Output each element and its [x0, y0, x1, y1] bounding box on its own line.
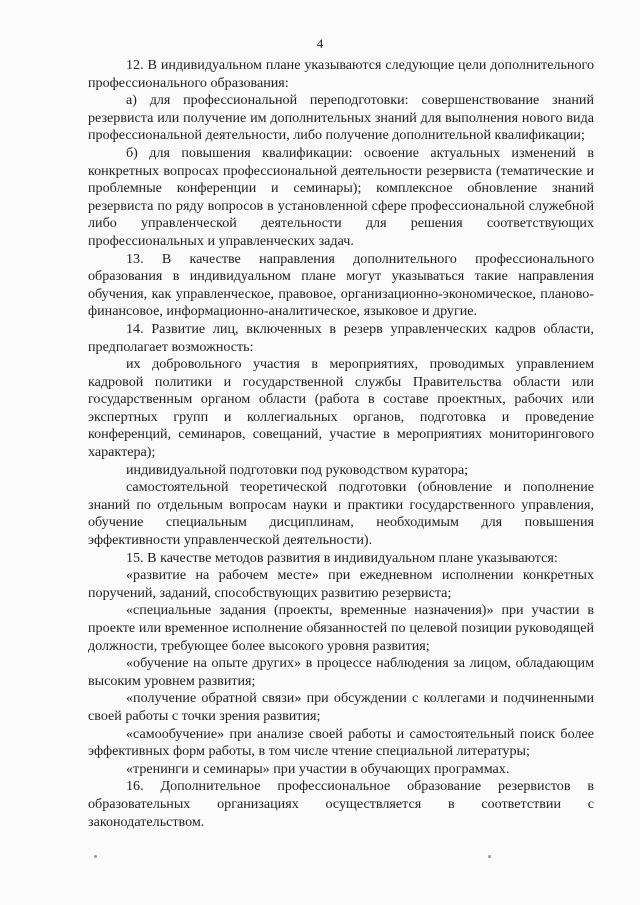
paragraph-15-method-5: «самообучение» при анализе своей работы и самостоятельный поиск более эффективных форм работы, в том числе чтение специальной литературы;	[88, 725, 594, 760]
paragraph-15-method-1: «развитие на рабочем месте» при ежедневном исполнении конкретных поручений, заданий, способствующих развитию резервиста;	[88, 567, 594, 601]
paragraph-14: 14. Развитие лиц, включенных в резерв управленческих кадров области, предполагает возможность:	[88, 320, 594, 355]
paragraph-14-item-3: самостоятельной теоретической подготовки (обновление и пополнение знаний по отдельным вопросам науки и практики государственного управления, обучение специальным дисциплинам, необходимым для повышения эффективности управленческой деятельности).	[88, 479, 594, 549]
paragraph-15-method-2: «специальные задания (проекты, временные назначения)» при участии в проекте или временное исполнение обязанностей по целевой позиции руководящей должности, требующее более высокого уровня развития;	[88, 602, 594, 654]
paragraph-12: 12. В индивидуальном плане указываются следующие цели дополнительного профессионального образования:	[88, 57, 594, 91]
paragraph-15-method-6: «тренинги и семинары» при участии в обучающих программах.	[126, 760, 510, 777]
paragraph-12a: а) для профессиональной переподготовки: совершенствование знаний резервиста или получение им дополнительных знаний для выполнения нового вида профессиональной деятельности, либо получение дополнительной квалификации;	[88, 92, 594, 144]
paragraph-12b: б) для повышения квалификации: освоение актуальных изменений в конкретных вопросах профессиональной деятельности резервиста (тематические и проблемные конференции и семинары); комплексное обновление знаний резервиста по ряду вопросов в установленной сфере профессиональной служебной либо управленческой деятельности для решения соответствующих профессиональных и управленческих задач.	[88, 144, 594, 249]
document-body	[88, 57, 594, 831]
paragraph-16: 16. Дополнительное профессиональное образование резервистов в образовательных организациях осуществляется в соответствии с законодательством.	[88, 778, 594, 830]
paragraph-15: 15. В качестве методов развития в индивидуальном плане указываются:	[126, 549, 558, 566]
page-number: 4	[316, 36, 324, 51]
paragraph-14-item-2: индивидуальной подготовки под руководством куратора;	[126, 461, 469, 478]
scan-speck	[488, 855, 491, 858]
paragraph-15-method-3: «обучение на опыте других» в процессе наблюдения за лицом, обладающим высоким уровнем развития;	[88, 655, 594, 689]
paragraph-15-method-4: «получение обратной связи» при обсуждении с коллегами и подчиненными своей работы с точки зрения развития;	[88, 690, 594, 724]
scan-speck	[94, 855, 97, 858]
paragraph-14-item-1: их добровольного участия в мероприятиях, проводимых управлением кадровой политики и государственной службы Правительства области или государственным органом области (работа в составе проектных, рабочих или экспертных групп и коллегиальных органов, подготовка и проведение конференций, семинаров, совещаний, участие в мероприятиях мониторингового характера);	[88, 356, 594, 461]
paragraph-13: 13. В качестве направления дополнительного профессионального образования в индивидуальном плане могут указываться такие направления обучения, как управленческое, правовое, организационно-экономическое, планово-финансовое, информационно-аналитическое, языковое и другие.	[88, 250, 594, 320]
